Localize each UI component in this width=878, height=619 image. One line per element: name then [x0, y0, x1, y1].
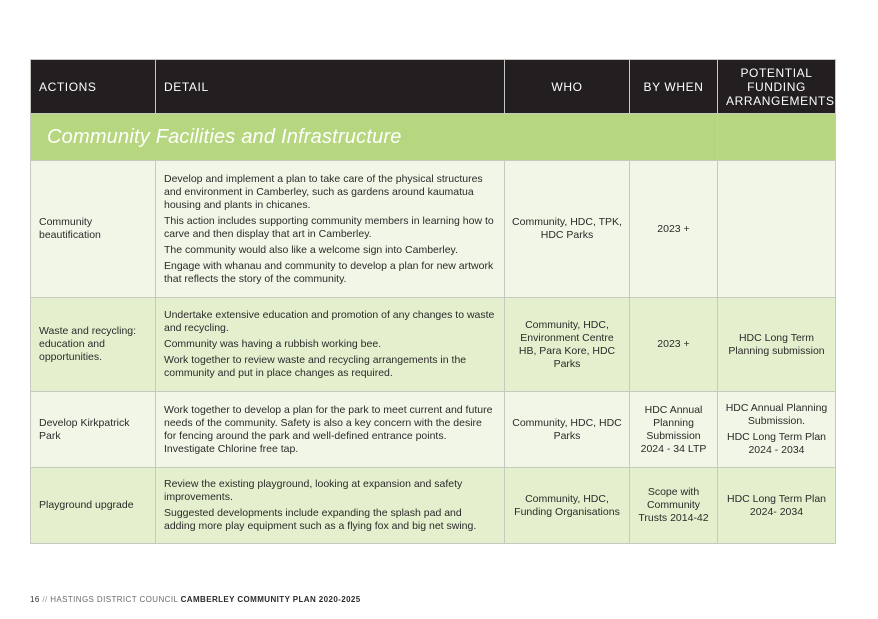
action-cell: Playground upgrade — [31, 468, 156, 544]
who-cell: Community, HDC, Environment Centre HB, Para Kore, HDC Parks — [505, 298, 630, 392]
who-cell: Community, HDC, HDC Parks — [505, 392, 630, 468]
funding-text: HDC Annual Planning Submission. — [725, 402, 828, 427]
funding-text: HDC Long Term Plan 2024 - 2034 — [726, 431, 827, 456]
who-cell: Community, HDC, Funding Organisations — [505, 468, 630, 544]
by-when-cell: 2023 + — [630, 298, 718, 392]
header-funding-line: POTENTIAL — [740, 65, 813, 80]
section-row — [31, 114, 836, 161]
by-when-cell: 2023 + — [630, 161, 718, 298]
action-cell: Waste and recycling: education and opportunities. — [31, 298, 156, 392]
header-potential-funding — [718, 60, 836, 114]
detail-paragraph: Review the existing playground, looking at expansion and safety improvements. — [164, 478, 463, 503]
detail-paragraph: The community would also like a welcome sign into Camberley. — [164, 243, 458, 256]
table-row — [31, 468, 836, 544]
funding-text: HDC Long Term Plan 2024- 2034 — [726, 492, 827, 518]
funding-text: HDC Long Term Planning submission — [728, 331, 825, 357]
table-row — [31, 298, 836, 392]
detail-cell — [156, 392, 505, 468]
detail-paragraph: Develop and implement a plan to take care of the physical structures and environment in Camberley, such as gardens around kaumatua housing and plants in chicanes. — [164, 172, 483, 211]
by-when-cell: HDC Annual Planning Submission 2024 - 34 LTP — [630, 392, 718, 468]
page-footer — [30, 595, 361, 604]
footer-separator: // — [42, 595, 48, 604]
action-plan-table — [30, 59, 836, 544]
funding-cell — [718, 298, 836, 392]
table-header-row — [31, 60, 836, 114]
detail-paragraph: This action includes supporting community members in learning how to carve and then display that art in Camberley. — [164, 214, 494, 240]
detail-paragraph: Suggested developments include expanding the splash pad and adding more play equipment such as a flying fox and big net swing. — [164, 507, 477, 532]
funding-cell — [718, 161, 836, 298]
detail-paragraph: Undertake extensive education and promotion of any changes to waste and recycling. — [164, 309, 495, 334]
section-empty-cell — [718, 114, 836, 161]
header-who: WHO — [505, 60, 630, 114]
section-title: Community Facilities and Infrastructure — [31, 114, 718, 161]
table-row — [31, 161, 836, 298]
detail-cell — [156, 161, 505, 298]
detail-paragraph: Work together to review waste and recycling arrangements in the community and put in place changes as required. — [164, 354, 467, 379]
header-by-when: BY WHEN — [630, 60, 718, 114]
table-row — [31, 392, 836, 468]
header-funding-line: ARRANGEMENTS — [726, 93, 835, 108]
header-funding-line: FUNDING — [747, 79, 806, 94]
by-when-cell: Scope with Community Trusts 2014-42 — [630, 468, 718, 544]
header-detail: DETAIL — [156, 60, 505, 114]
header-actions: ACTIONS — [31, 60, 156, 114]
funding-cell — [718, 392, 836, 468]
footer-organisation: HASTINGS DISTRICT COUNCIL — [50, 595, 178, 604]
action-cell: Community beautification — [31, 161, 156, 298]
detail-paragraph: Engage with whanau and community to develop a plan for new artwork that reflects the story of the community. — [164, 259, 494, 285]
page-number: 16 — [30, 595, 40, 604]
detail-paragraph: Work together to develop a plan for the park to meet current and future needs of the community. Safety is also a key concern with the desire for fencing around the park and well-defined entrance points. Investigate Chlorine free tap. — [164, 403, 493, 455]
detail-paragraph: Community was having a rubbish working bee. — [164, 338, 382, 350]
footer-document-title: CAMBERLEY COMMUNITY PLAN 2020-2025 — [180, 595, 361, 604]
who-cell: Community, HDC, TPK, HDC Parks — [505, 161, 630, 298]
detail-cell — [156, 298, 505, 392]
funding-cell — [718, 468, 836, 544]
detail-cell — [156, 468, 505, 544]
action-cell: Develop Kirkpatrick Park — [31, 392, 156, 468]
